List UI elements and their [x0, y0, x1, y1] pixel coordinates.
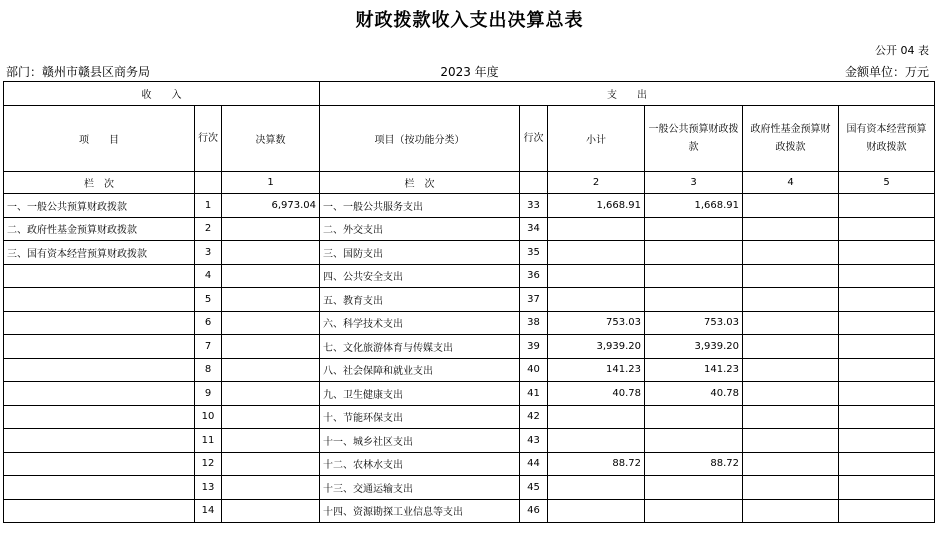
department-label: 部门：赣州市赣县区商务局: [6, 65, 151, 79]
gov-fund-cell: [743, 452, 839, 476]
section-header-row: [4, 82, 935, 106]
expense-subtotal-cell: [548, 429, 645, 453]
income-amount-cell: [222, 217, 320, 241]
income-amount-cell: [222, 452, 320, 476]
income-line-cell: 2: [195, 217, 222, 241]
income-amount-cell: 6,973.04: [222, 194, 320, 218]
expense-subtotal-cell: 753.03: [548, 311, 645, 335]
gov-fund-cell: [743, 476, 839, 500]
income-line-cell: 5: [195, 288, 222, 312]
expense-item-cell: 九、卫生健康支出: [320, 382, 520, 406]
column-number-5: 5: [839, 172, 935, 194]
header-expense-line: 行次: [520, 106, 548, 172]
income-item-cell: 二、政府性基金预算财政拨款: [4, 217, 195, 241]
expense-item-cell: 八、社会保障和就业支出: [320, 358, 520, 382]
general-budget-cell: [645, 429, 743, 453]
state-capital-cell: [839, 217, 935, 241]
table-row: [4, 452, 935, 476]
general-budget-cell: [645, 264, 743, 288]
expense-line-cell: 37: [520, 288, 548, 312]
general-budget-cell: [645, 241, 743, 265]
expense-item-cell: 二、外交支出: [320, 217, 520, 241]
general-budget-cell: 753.03: [645, 311, 743, 335]
expense-subtotal-cell: [548, 241, 645, 265]
state-capital-cell: [839, 405, 935, 429]
gov-fund-cell: [743, 499, 839, 523]
gov-fund-cell: [743, 194, 839, 218]
fiscal-year: 2023 年度: [440, 65, 499, 79]
column-number-4: 4: [743, 172, 839, 194]
amount-unit: 金额单位：万元: [844, 65, 929, 79]
header-general-budget: 一般公共预算财政拨款: [645, 106, 743, 172]
expense-item-cell: 三、国防支出: [320, 241, 520, 265]
state-capital-cell: [839, 288, 935, 312]
expense-line-cell: 40: [520, 358, 548, 382]
column-number-row: [4, 172, 935, 194]
column-number-blank: [195, 172, 222, 194]
column-number-blank: [520, 172, 548, 194]
income-amount-cell: [222, 499, 320, 523]
expense-line-cell: 45: [520, 476, 548, 500]
table-row: [4, 288, 935, 312]
header-gov-fund: 政府性基金预算财政拨款: [743, 106, 839, 172]
income-line-cell: 13: [195, 476, 222, 500]
gov-fund-cell: [743, 217, 839, 241]
income-amount-cell: [222, 476, 320, 500]
gov-fund-cell: [743, 382, 839, 406]
income-item-cell: [4, 335, 195, 359]
state-capital-cell: [839, 358, 935, 382]
state-capital-cell: [839, 264, 935, 288]
state-capital-cell: [839, 241, 935, 265]
expense-line-cell: 43: [520, 429, 548, 453]
income-line-cell: 9: [195, 382, 222, 406]
income-amount-cell: [222, 405, 320, 429]
expense-subtotal-cell: 141.23: [548, 358, 645, 382]
state-capital-cell: [839, 194, 935, 218]
expense-section-header: 支 出: [320, 82, 935, 106]
income-item-cell: [4, 382, 195, 406]
gov-fund-cell: [743, 288, 839, 312]
expense-item-cell: 十一、城乡社区支出: [320, 429, 520, 453]
header-state-capital: 国有资本经营预算财政拨款: [839, 106, 935, 172]
report-title: 财政拨款收入支出决算总表: [355, 10, 584, 31]
general-budget-cell: 40.78: [645, 382, 743, 406]
column-label-left: 栏 次: [4, 172, 195, 194]
table-row: [4, 358, 935, 382]
table-row: [4, 405, 935, 429]
table-body: [4, 194, 935, 523]
expense-item-cell: 十、节能环保支出: [320, 405, 520, 429]
expense-line-cell: 39: [520, 335, 548, 359]
header-budget: 决算数: [222, 106, 320, 172]
income-item-cell: 一、一般公共预算财政拨款: [4, 194, 195, 218]
column-number-2: 2: [548, 172, 645, 194]
column-number-1: 1: [222, 172, 320, 194]
general-budget-cell: 3,939.20: [645, 335, 743, 359]
expense-subtotal-cell: [548, 405, 645, 429]
expense-line-cell: 36: [520, 264, 548, 288]
income-line-cell: 3: [195, 241, 222, 265]
income-amount-cell: [222, 429, 320, 453]
expense-item-cell: 七、文化旅游体育与传媒支出: [320, 335, 520, 359]
income-item-cell: [4, 452, 195, 476]
income-line-cell: 7: [195, 335, 222, 359]
expense-line-cell: 41: [520, 382, 548, 406]
state-capital-cell: [839, 311, 935, 335]
expense-item-cell: 十四、资源勘探工业信息等支出: [320, 499, 520, 523]
expense-line-cell: 46: [520, 499, 548, 523]
state-capital-cell: [839, 382, 935, 406]
table-row: [4, 217, 935, 241]
general-budget-cell: [645, 499, 743, 523]
expense-item-cell: 十三、交通运输支出: [320, 476, 520, 500]
budget-summary-table: [3, 81, 935, 523]
general-budget-cell: [645, 476, 743, 500]
form-number: 公开 04 表: [875, 44, 929, 57]
general-budget-cell: [645, 217, 743, 241]
header-line: 行次: [195, 106, 222, 172]
gov-fund-cell: [743, 405, 839, 429]
general-budget-cell: 1,668.91: [645, 194, 743, 218]
state-capital-cell: [839, 429, 935, 453]
state-capital-cell: [839, 476, 935, 500]
state-capital-cell: [839, 499, 935, 523]
expense-item-cell: 四、公共安全支出: [320, 264, 520, 288]
income-item-cell: [4, 288, 195, 312]
header-expense-item: 项目（按功能分类）: [320, 106, 520, 172]
income-item-cell: [4, 499, 195, 523]
expense-subtotal-cell: [548, 499, 645, 523]
header-subtotal: 小计: [548, 106, 645, 172]
income-amount-cell: [222, 358, 320, 382]
income-line-cell: 11: [195, 429, 222, 453]
income-amount-cell: [222, 382, 320, 406]
general-budget-cell: 141.23: [645, 358, 743, 382]
income-line-cell: 1: [195, 194, 222, 218]
general-budget-cell: 88.72: [645, 452, 743, 476]
table-row: [4, 194, 935, 218]
gov-fund-cell: [743, 429, 839, 453]
income-item-cell: [4, 429, 195, 453]
income-amount-cell: [222, 311, 320, 335]
header-item: 项 目: [4, 106, 195, 172]
gov-fund-cell: [743, 358, 839, 382]
income-line-cell: 6: [195, 311, 222, 335]
general-budget-cell: [645, 288, 743, 312]
expense-subtotal-cell: 1,668.91: [548, 194, 645, 218]
expense-subtotal-cell: 40.78: [548, 382, 645, 406]
column-label-right: 栏 次: [320, 172, 520, 194]
general-budget-cell: [645, 405, 743, 429]
expense-subtotal-cell: [548, 264, 645, 288]
gov-fund-cell: [743, 264, 839, 288]
income-amount-cell: [222, 288, 320, 312]
income-item-cell: [4, 405, 195, 429]
expense-line-cell: 38: [520, 311, 548, 335]
expense-item-cell: 五、教育支出: [320, 288, 520, 312]
expense-subtotal-cell: 3,939.20: [548, 335, 645, 359]
expense-line-cell: 35: [520, 241, 548, 265]
gov-fund-cell: [743, 241, 839, 265]
column-header-row: [4, 106, 935, 172]
column-number-3: 3: [645, 172, 743, 194]
income-item-cell: [4, 311, 195, 335]
table-row: [4, 382, 935, 406]
expense-item-cell: 一、一般公共服务支出: [320, 194, 520, 218]
income-line-cell: 14: [195, 499, 222, 523]
income-section-header: 收 入: [4, 82, 320, 106]
income-line-cell: 10: [195, 405, 222, 429]
table-row: [4, 264, 935, 288]
income-amount-cell: [222, 264, 320, 288]
income-item-cell: [4, 264, 195, 288]
expense-subtotal-cell: [548, 288, 645, 312]
income-item-cell: [4, 476, 195, 500]
state-capital-cell: [839, 452, 935, 476]
expense-subtotal-cell: 88.72: [548, 452, 645, 476]
expense-line-cell: 33: [520, 194, 548, 218]
state-capital-cell: [839, 335, 935, 359]
table-row: [4, 429, 935, 453]
income-line-cell: 8: [195, 358, 222, 382]
income-item-cell: [4, 358, 195, 382]
expense-subtotal-cell: [548, 217, 645, 241]
expense-line-cell: 44: [520, 452, 548, 476]
expense-line-cell: 34: [520, 217, 548, 241]
table-row: [4, 241, 935, 265]
table-row: [4, 311, 935, 335]
gov-fund-cell: [743, 311, 839, 335]
expense-line-cell: 42: [520, 405, 548, 429]
expense-subtotal-cell: [548, 476, 645, 500]
expense-item-cell: 十二、农林水支出: [320, 452, 520, 476]
income-amount-cell: [222, 335, 320, 359]
income-line-cell: 4: [195, 264, 222, 288]
table-row: [4, 335, 935, 359]
income-line-cell: 12: [195, 452, 222, 476]
gov-fund-cell: [743, 335, 839, 359]
table-row: [4, 499, 935, 523]
income-item-cell: 三、国有资本经营预算财政拨款: [4, 241, 195, 265]
income-amount-cell: [222, 241, 320, 265]
expense-item-cell: 六、科学技术支出: [320, 311, 520, 335]
table-row: [4, 476, 935, 500]
